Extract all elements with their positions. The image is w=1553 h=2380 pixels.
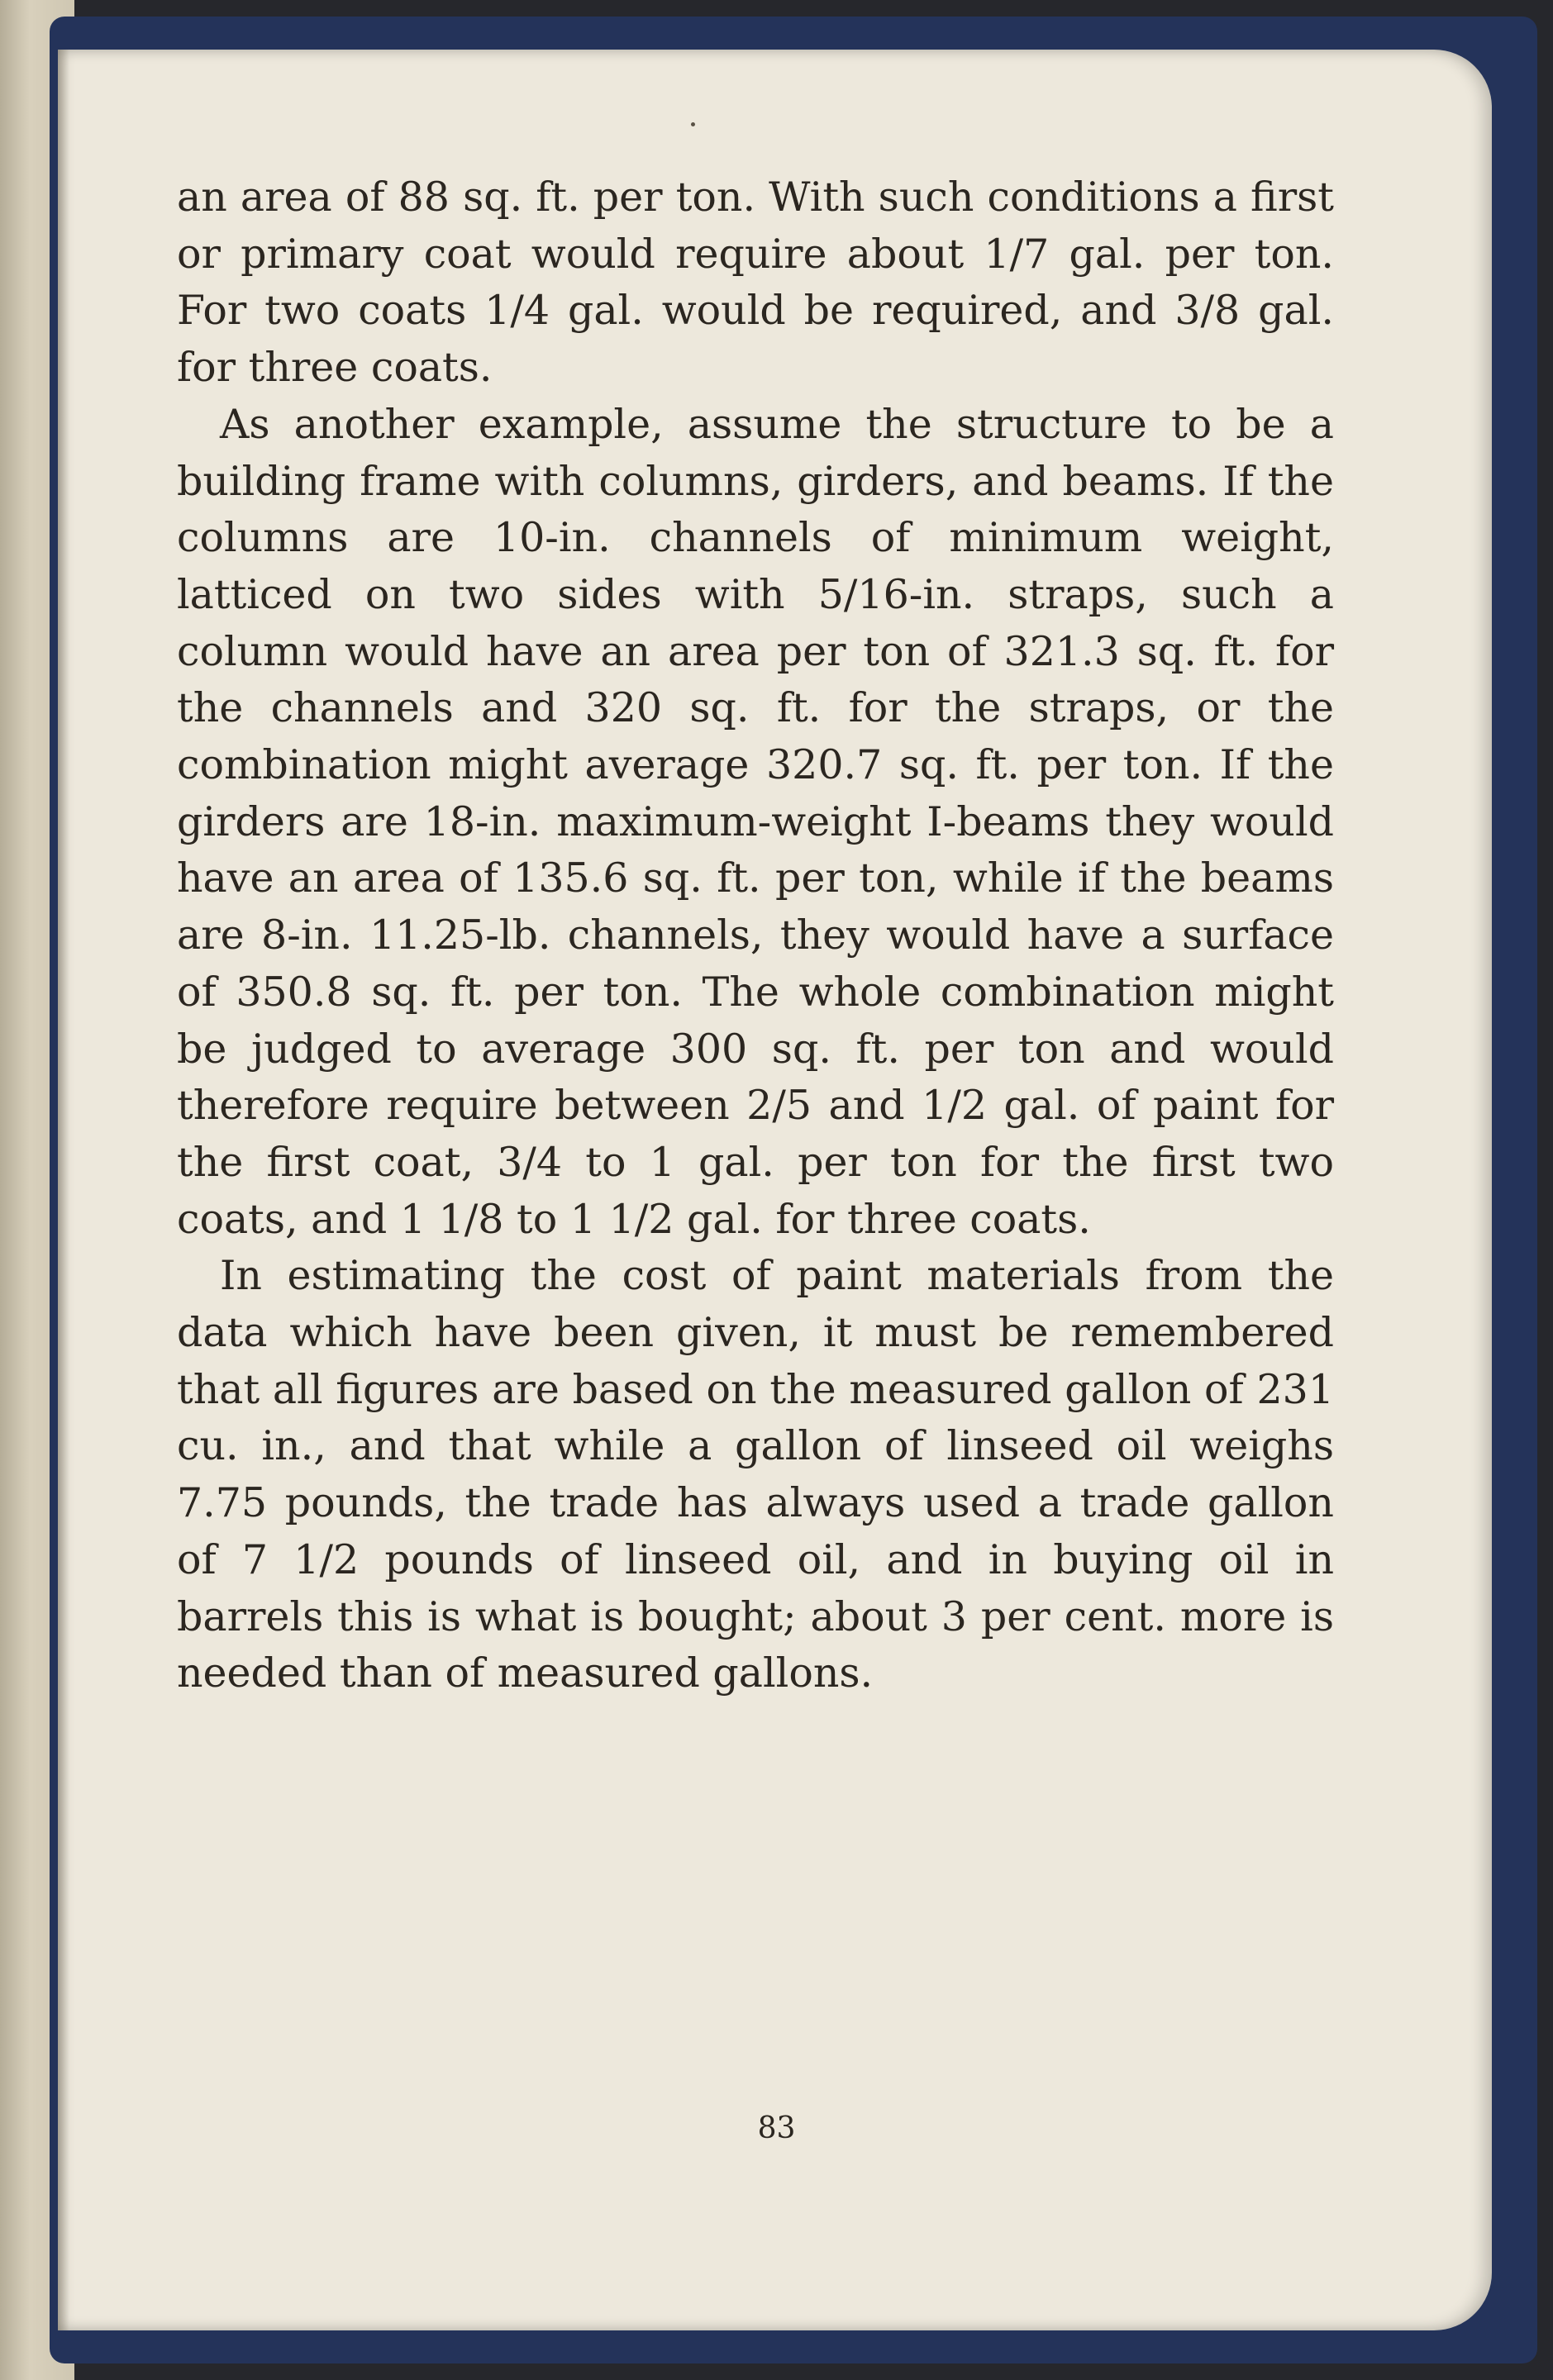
page-number: 83 bbox=[757, 2111, 796, 2145]
paragraph-2: As another example, assume the structure to be a building frame with columns, girders, and beams. If the columns are 10-in. channels of minimum weight, latticed on two sides with 5/16-in. straps, such a column would have an area per ton of 321.3 sq. ft. for the channels and 320 sq. ft. for the straps, or the combination might average 320.7 sq. ft. per ton. If the girders are 18-in. maximum-weight I-beams they would have an area of 135.6 sq. ft. per ton, while if the beams are 8-in. 11.25-lb. channels, they would have a surface of 350.8 sq. ft. per ton. The whole combination might be judged to average 300 sq. ft. per ton and would therefore require between 2/5 and 1/2 gal. of paint for the first coat, 3/4 to 1 gal. per ton for the first two coats, and 1 1/8 to 1 1/2 gal. for three coats. bbox=[177, 400, 1334, 1243]
paragraph-3: In estimating the cost of paint materials from the data which have been given, it must be remembered that all figures are based on the measured gallon of 231 cu. in., and that while a gallon of linseed oil weighs 7.75 pounds, the trade has always used a trade gallon of 7 1/2 pounds of linseed oil, and in buying oil in barrels this is what is bought; about 3 per cent. more is needed than of measured gallons. bbox=[177, 1252, 1334, 1697]
page-gutter-shadow bbox=[58, 50, 69, 2330]
paper-speck bbox=[691, 122, 695, 126]
paragraph-1: an area of 88 sq. ft. per ton. With such conditions a first or primary coat would require about 1/7 gal. per ton. For two coats 1/4 gal. would be required, and 3/8 gal. for three coats. bbox=[177, 174, 1334, 392]
body-text bbox=[177, 169, 1334, 1702]
